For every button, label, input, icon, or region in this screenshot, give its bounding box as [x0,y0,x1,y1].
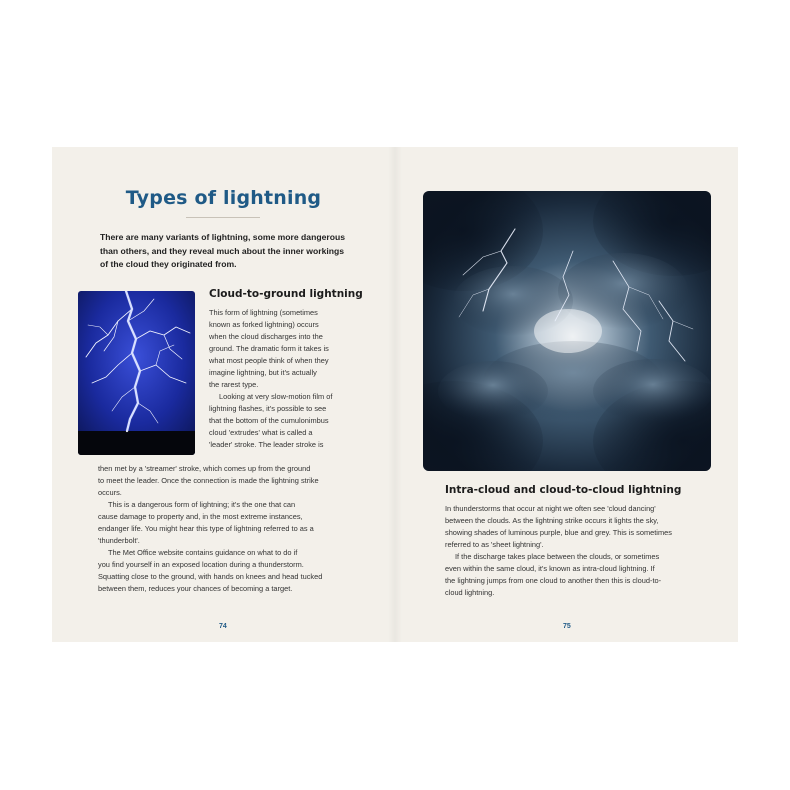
text-line: Looking at very slow-motion film of [219,392,333,401]
text-line: when the cloud discharges into the [209,332,323,341]
book-spread [52,147,738,642]
text-line: occurs. [98,488,122,497]
text-line: to meet the leader. Once the connection is made the lightning strike [98,476,319,485]
page-number-right: 75 [563,623,571,630]
text-line: that the bottom of the cumulonimbus [209,416,329,425]
text-line: Squatting close to the ground, with hands on knees and head tucked [98,572,323,581]
page-number-left: 74 [219,623,227,630]
storm-clouds-photo [423,191,711,471]
text-line: known as forked lightning) occurs [209,320,319,329]
right-page [395,147,738,642]
intro-paragraph: There are many variants of lightning, some more dangerous than others, and they reveal much about the inner workings of the cloud they originated from. [100,232,345,269]
text-line: If the discharge takes place between the clouds, or sometimes [455,552,660,561]
text-line: the rarest type. [209,380,259,389]
text-line: 'leader' stroke. The leader stroke is [209,440,324,449]
text-line: what most people think of when they [209,356,329,365]
text-line: the lightning jumps from one cloud to another then this is cloud-to- [445,576,662,585]
intra-cloud-heading: Intra-cloud and cloud-to-cloud lightning [445,484,682,496]
text-line: cause damage to property and, in the most extreme instances, [98,512,303,521]
text-line: The Met Office website contains guidance on what to do if [108,548,298,557]
text-line: In thunderstorms that occur at night we often see 'cloud dancing' [445,504,656,513]
text-line: cloud lightning. [445,588,495,597]
text-line: you find yourself in an exposed location during a thunderstorm. [98,560,304,569]
forked-lightning-photo [78,291,195,455]
text-line: showing shades of luminous purple, blue and grey. This is sometimes [445,528,672,537]
text-line: between them, reduces your chances of becoming a target. [98,584,293,593]
text-line: then met by a 'streamer' stroke, which comes up from the ground [98,464,311,473]
text-line: referred to as 'sheet lightning'. [445,540,544,549]
cloud-to-ground-heading: Cloud-to-ground lightning [209,288,363,300]
text-line: between the clouds. As the lightning strike occurs it lights the sky, [445,516,659,525]
text-line: ground. The dramatic form it takes is [209,344,329,353]
left-page [52,147,395,642]
text-line: even within the same cloud, it's known as intra-cloud lightning. If [445,564,655,573]
cloud-to-ground-text-narrow [209,307,379,451]
intra-cloud-text [445,503,707,599]
text-line: 'thunderbolt'. [98,536,140,545]
text-line: cloud 'extrudes' what is called a [209,428,313,437]
text-line: This is a dangerous form of lightning; it's the one that can [108,500,296,509]
page-title: Types of lightning [125,187,322,209]
title-divider [186,217,260,218]
text-line: imagine lightning, but it's actually [209,368,317,377]
text-line: This form of lightning (sometimes [209,308,318,317]
text-line: lightning flashes, it's possible to see [209,404,327,413]
text-line: endanger life. You might hear this type of lightning referred to as a [98,524,314,533]
cloud-to-ground-text-wide [98,463,358,595]
